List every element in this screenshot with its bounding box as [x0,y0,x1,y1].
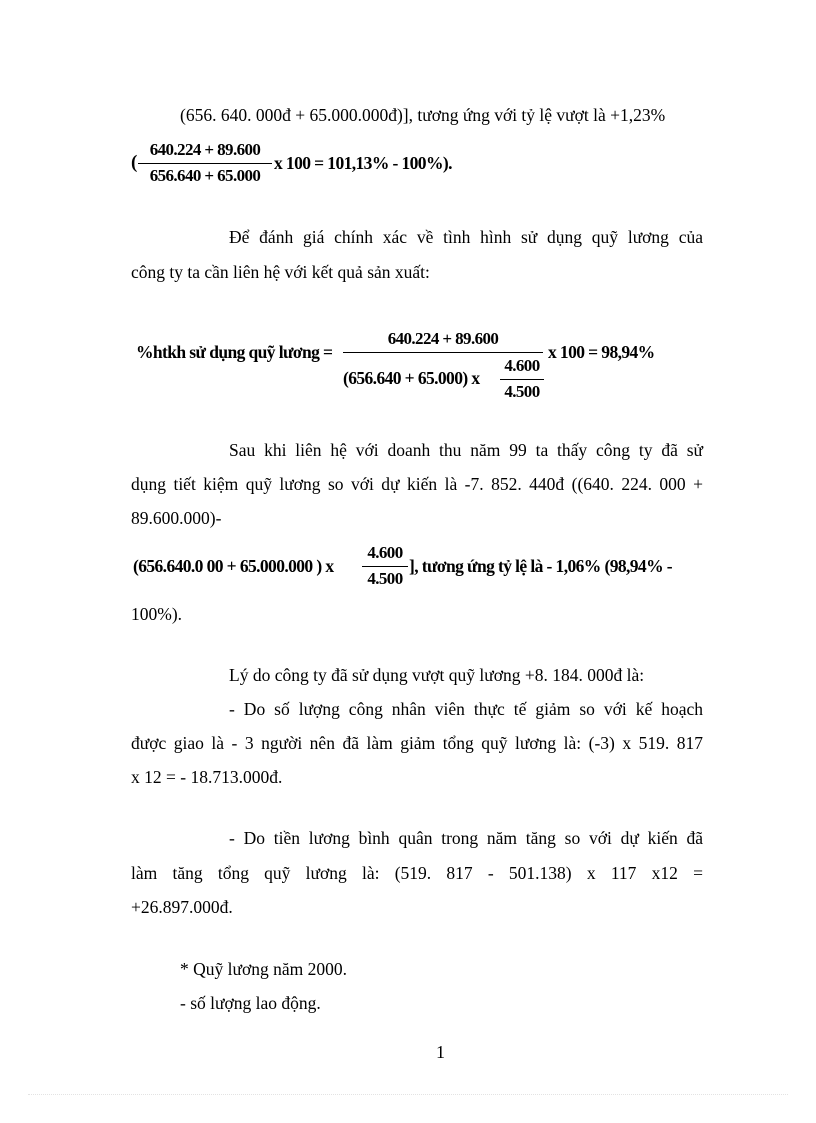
bullet-line: * Quỹ lương năm 2000. [180,959,347,979]
paragraph-line: - Do tiền lương bình quân trong năm tăng so với dự kiến đã [229,828,703,848]
formula-fraction [343,329,543,355]
paragraph-line: Lý do công ty đã sử dụng vượt quỹ lương +8. 184. 000đ là: [229,665,645,685]
page-number: 1 [436,1042,445,1062]
fraction-bar [138,163,272,164]
nested-fraction [500,356,544,402]
paragraph-line: 89.600.000)- [131,508,222,528]
paragraph-line: +26.897.000đ. [131,897,233,917]
fraction-denominator: 4.500 [504,382,540,401]
fraction-numerator: 4.600 [367,543,403,562]
paragraph-line: Để đánh giá chính xác về tình hình sử dụng quỹ lương của [229,227,703,247]
fraction-bar [362,566,408,567]
paragraph-line: 100%). [131,604,183,624]
formula-result: x 100 = 98,94% [548,342,655,362]
formula-fraction [362,543,408,589]
formula-result: x 100 = 101,13% - 100%). [274,153,452,173]
page-footer-divider [28,1094,788,1095]
paragraph-line: dụng tiết kiệm quỹ lương so với dự kiến là -7. 852. 440đ ((640. 224. 000 + [131,474,703,494]
formula-label: %htkh sử dụng quỹ lương = [136,342,333,362]
fraction-numerator: 4.600 [504,356,540,375]
bullet-line: - số lượng lao động. [180,993,321,1013]
fraction-denominator: 4.500 [367,569,403,588]
fraction-denominator: 656.640 + 65.000 [149,166,261,185]
paragraph-line: được giao là - 3 người nên đã làm giảm tổng quỹ lương là: (-3) x 519. 817 [131,733,703,753]
paragraph-line: làm tăng tổng quỹ lương là: (519. 817 - 501.138) x 117 x12 = [131,863,703,883]
formula-fraction [138,140,272,186]
fraction-bar [500,379,544,380]
paragraph-line: công ty ta cần liên hệ với kết quả sản xuất: [131,262,430,282]
fraction-numerator: 640.224 + 89.600 [387,329,499,348]
paragraph-line: - Do số lượng công nhân viên thực tế giảm so với kế hoạch [229,699,703,719]
fraction-numerator: 640.224 + 89.600 [149,140,261,159]
text-line: (656. 640. 000đ + 65.000.000đ)], tương ứng với tỷ lệ vượt là +1,23% [180,105,666,125]
fraction-denominator: (656.640 + 65.000) x [343,368,480,388]
fraction-bar [343,352,543,353]
paragraph-line: x 12 = - 18.713.000đ. [131,767,283,787]
formula-paren: ( [131,152,137,173]
paragraph-line: Sau khi liên hệ với doanh thu năm 99 ta thấy công ty đã sử [229,440,703,460]
formula-result: ], tương ứng tỷ lệ là - 1,06% (98,94% - [409,556,672,576]
formula-left: (656.640.0 00 + 65.000.000 ) x [133,556,334,576]
